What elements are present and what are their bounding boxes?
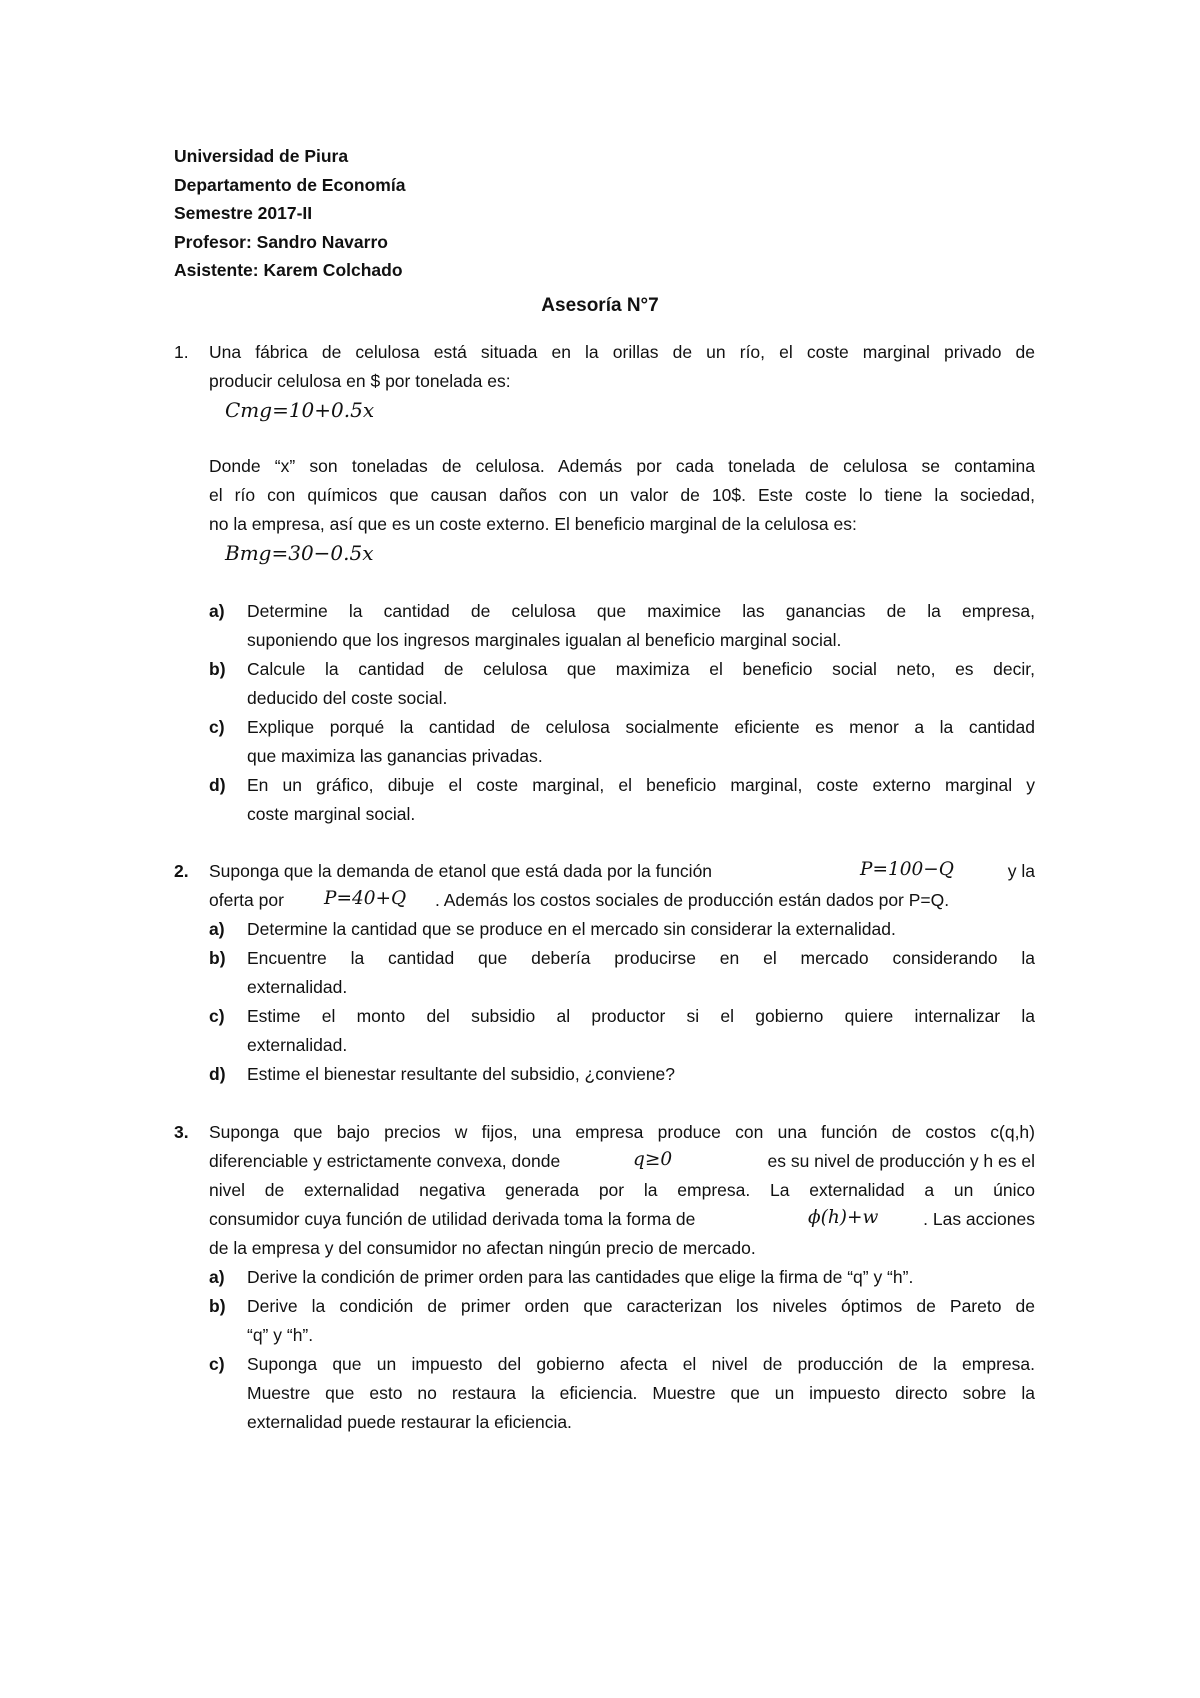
text-line: Determine la cantidad que se produce en el mercado sin considerar la externalidad.: [247, 919, 896, 939]
question-1-number: 1.: [174, 342, 189, 362]
question-3-intro: [209, 1118, 1035, 1263]
text-segment: Suponga que la demanda de etanol que está dada por la función: [209, 861, 713, 881]
text-line: suponiendo que los ingresos marginales igualan al beneficio marginal social.: [247, 630, 842, 650]
question-1-item-d: [209, 771, 1035, 829]
equation-q-nonnegative: q≥0: [633, 1149, 673, 1170]
item-label: a): [209, 919, 225, 939]
text-line: Muestre que esto no restaura la eficiencia. Muestre que un impuesto directo sobre la: [247, 1383, 1035, 1403]
text-line: externalidad.: [247, 977, 348, 997]
text-line: “q” y “h”.: [247, 1325, 314, 1345]
item-label: b): [209, 659, 226, 679]
question-3-item-b: [209, 1292, 1035, 1350]
item-label: c): [209, 1354, 225, 1374]
text-line: que maximiza las ganancias privadas.: [247, 746, 543, 766]
item-label: b): [209, 1296, 226, 1316]
text-line: externalidad puede restaurar la eficiencia.: [247, 1412, 572, 1432]
question-2-item-b: [209, 944, 1035, 1002]
text-line: no la empresa, así que es un coste externo. El beneficio marginal de la celulosa es:: [209, 514, 857, 534]
text-line: producir celulosa en $ por tonelada es:: [209, 371, 511, 391]
item-label: d): [209, 1064, 226, 1084]
question-1-item-c: [209, 713, 1035, 771]
text-line: Explique porqué la cantidad de celulosa socialmente eficiente es menor a la cantidad: [247, 717, 1035, 737]
text-line: Derive la condición de primer orden que caracterizan los niveles óptimos de Pareto de: [247, 1296, 1035, 1316]
text-line: Derive la condición de primer orden para las cantidades que elige la firma de “q” y “h”.: [247, 1267, 914, 1287]
assistant-label: Asistente: Karem Colchado: [174, 260, 403, 280]
item-label: b): [209, 948, 226, 968]
document-title: Asesoría N°7: [541, 295, 659, 316]
text-segment: es su nivel de producción y h es el: [767, 1151, 1035, 1171]
question-2-intro: [209, 857, 1035, 915]
question-1-item-b: [209, 655, 1035, 713]
equation-bmg: Bmg=30−0.5x: [225, 541, 374, 565]
question-1-paragraph: [209, 452, 1035, 539]
text-line: Estime el bienestar resultante del subsidio, ¿conviene?: [247, 1064, 676, 1084]
item-label: a): [209, 601, 225, 621]
text-line: Calcule la cantidad de celulosa que maximiza el beneficio social neto, es decir,: [247, 659, 1035, 679]
university-name: Universidad de Piura: [174, 146, 349, 166]
question-2-item-a: [209, 915, 1035, 944]
text-line: nivel de externalidad negativa generada por la empresa. La externalidad a un único: [209, 1180, 1035, 1200]
question-3-item-c: [209, 1350, 1035, 1437]
text-line: el río con químicos que causan daños con un valor de 10$. Este coste lo tiene la sociedad,: [209, 485, 1035, 505]
item-label: c): [209, 717, 225, 737]
text-line: deducido del coste social.: [247, 688, 448, 708]
text-line: de la empresa y del consumidor no afectan ningún precio de mercado.: [209, 1238, 756, 1258]
text-segment: oferta por: [209, 890, 284, 910]
item-label: c): [209, 1006, 225, 1026]
equation-supply: P=40+Q: [324, 888, 407, 909]
question-2-number: 2.: [174, 861, 189, 881]
text-line: Donde “x” son toneladas de celulosa. Además por cada tonelada de celulosa se contamina: [209, 456, 1035, 476]
text-segment: diferenciable y estrictamente convexa, donde: [209, 1151, 561, 1171]
text-line: Suponga que bajo precios w fijos, una empresa produce con una función de costos c(q,h): [209, 1122, 1035, 1142]
question-1-intro: [209, 338, 1035, 396]
department-name: Departamento de Economía: [174, 174, 406, 195]
text-line: Suponga que un impuesto del gobierno afecta el nivel de producción de la empresa.: [247, 1354, 1035, 1374]
text-line: Encuentre la cantidad que debería producirse en el mercado considerando la: [247, 948, 1035, 968]
text-line: En un gráfico, dibuje el coste marginal, el beneficio marginal, coste externo marginal y: [247, 775, 1035, 795]
question-2-item-c: [209, 1002, 1035, 1060]
text-line: Una fábrica de celulosa está situada en la orillas de un río, el coste marginal privado de: [209, 342, 1035, 362]
text-line: coste marginal social.: [247, 804, 416, 824]
question-3-item-a: [209, 1263, 1035, 1292]
equation-utility: ϕ(h)+w: [808, 1207, 879, 1228]
header-block: [174, 142, 405, 285]
text-line: Estime el monto del subsidio al productor si el gobierno quiere internalizar la: [247, 1006, 1035, 1026]
text-segment: y la: [1007, 861, 1035, 881]
item-label: d): [209, 775, 226, 795]
text-segment: . Las acciones: [923, 1209, 1035, 1229]
question-1-item-a: [209, 597, 1035, 655]
equation-cmg: Cmg=10+0.5x: [225, 398, 375, 422]
text-segment: consumidor cuya función de utilidad derivada toma la forma de: [209, 1209, 696, 1229]
question-2-item-d: [209, 1060, 1035, 1089]
equation-demand: P=100−Q: [860, 859, 954, 880]
text-line: Determine la cantidad de celulosa que maximice las ganancias de la empresa,: [247, 601, 1035, 621]
item-label: a): [209, 1267, 225, 1287]
question-3-number: 3.: [174, 1122, 189, 1142]
professor-label: Profesor: Sandro Navarro: [174, 231, 388, 252]
text-line: externalidad.: [247, 1035, 348, 1055]
semester-label: Semestre 2017-II: [174, 203, 313, 223]
text-segment: . Además los costos sociales de producción están dados por P=Q.: [435, 890, 950, 910]
